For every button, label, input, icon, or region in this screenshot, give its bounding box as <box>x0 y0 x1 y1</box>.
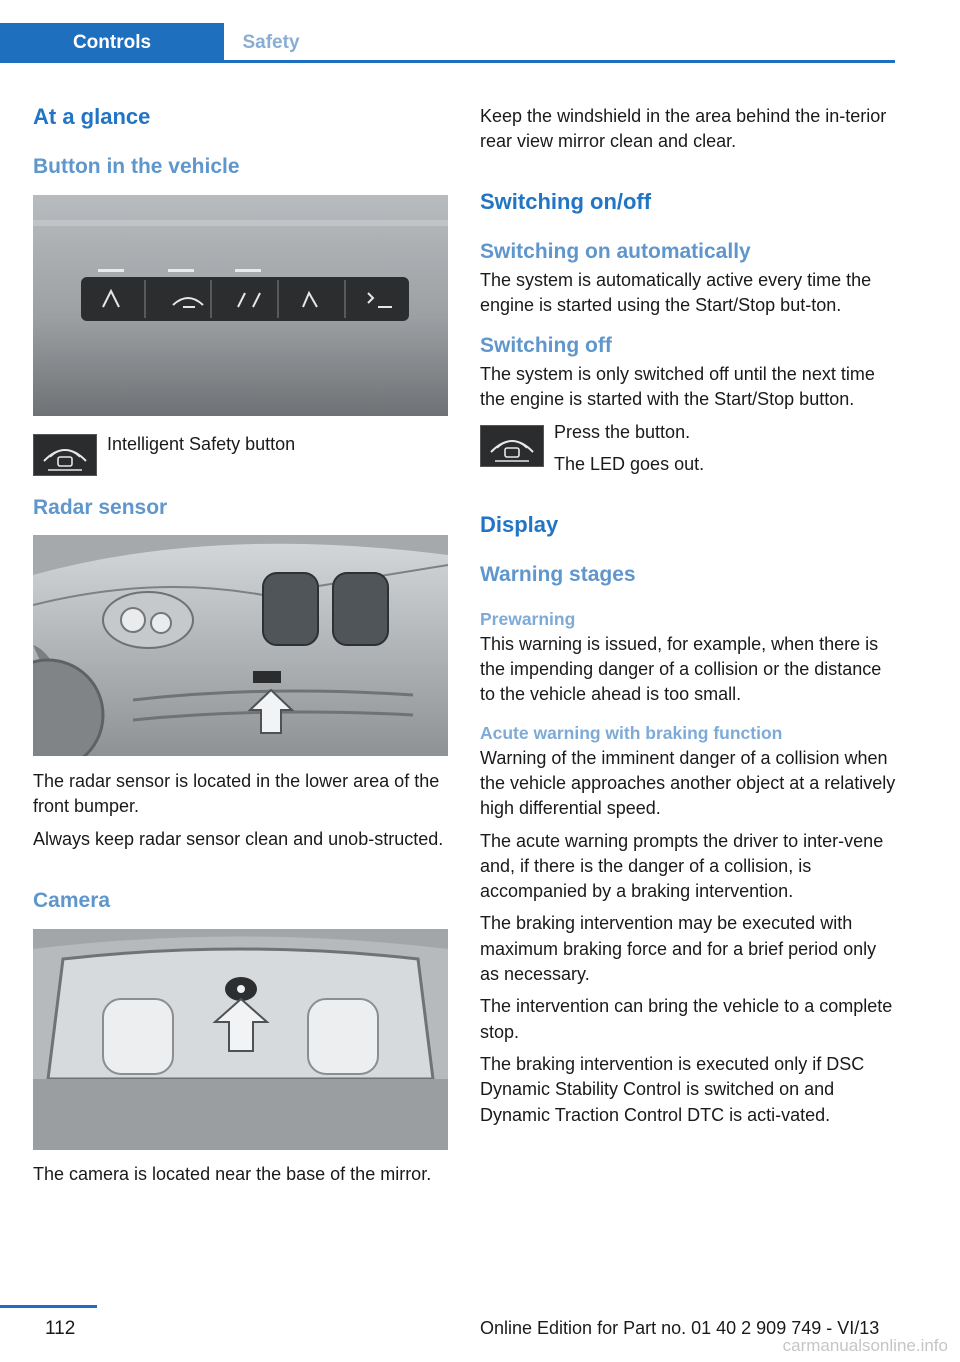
watermark: carmanualsonline.info <box>782 1336 948 1355</box>
heading-camera: Camera <box>33 888 111 912</box>
figure-camera <box>33 929 448 1150</box>
camera-text: The camera is located near the base of the mirror. <box>33 1163 432 1184</box>
heading-at-a-glance: At a glance <box>33 104 151 129</box>
heading-display: Display <box>480 511 559 537</box>
heading-switching-on-automatically: Switching on automatically <box>480 239 751 263</box>
footer-rule <box>0 1305 97 1308</box>
heading-warning-stages: Warning stages <box>480 562 636 586</box>
acute-text-4: The intervention can bring the vehicle to a complete stop. <box>480 996 893 1042</box>
acute-text-5: The braking intervention is executed only if DSC Dynamic Stability Control is switched on and Dynamic Traction Control DTC is acti-vated. <box>480 1053 865 1125</box>
edition-text: Online Edition for Part no. 01 40 2 909 749 - VI/13 <box>480 1318 880 1338</box>
tab-controls[interactable]: Controls <box>0 23 224 60</box>
figure-button-panel <box>33 195 448 416</box>
heading-switching-off: Switching off <box>480 334 612 358</box>
tab-bar-rule <box>0 60 895 63</box>
windshield-text: Keep the windshield in the area behind the in-terior rear view mirror clean and clear. <box>480 106 887 152</box>
prewarning-text: This warning is issued, for example, when there is the impending danger of a collision or the distance to the vehicle ahead is too small. <box>480 633 882 705</box>
right-column <box>480 100 896 1128</box>
heading-switching-on-off: Switching on/off <box>480 188 652 214</box>
heading-radar-sensor: Radar sensor <box>33 496 168 519</box>
figure-radar-sensor <box>33 535 448 756</box>
intelligent-safety-button-icon <box>480 425 544 467</box>
intelligent-safety-button-icon <box>33 434 97 476</box>
acute-text-3: The braking intervention may be executed with maximum braking force and for a brief period only as necessary. <box>480 913 877 985</box>
heading-button-in-vehicle: Button in the vehicle <box>33 155 240 178</box>
radar-text-1: The radar sensor is located in the lower area of the front bumper. <box>33 771 440 817</box>
acute-text-1: Warning of the imminent danger of a collision when the vehicle approaches another object at a relatively high differential speed. <box>480 747 896 819</box>
led-out-text: The LED goes out. <box>554 453 705 474</box>
auto-text: The system is automatically active every time the engine is started using the Start/Stop but-ton. <box>480 269 872 315</box>
off-text: The system is only switched off until the next time the engine is started with the Start/Stop button. <box>480 364 875 410</box>
left-column <box>33 100 448 1187</box>
button-caption: Intelligent Safety button <box>107 434 296 454</box>
acute-text-2: The acute warning prompts the driver to inter-vene and, if there is the danger of a collision, is accompanied by a braking intervention. <box>480 830 884 902</box>
radar-text-2: Always keep radar sensor clean and unob-structed. <box>33 828 444 849</box>
tab-safety[interactable]: Safety <box>242 32 300 53</box>
heading-acute-warning: Acute warning with braking function <box>480 722 783 743</box>
press-button-text: Press the button. <box>554 421 691 442</box>
heading-prewarning: Prewarning <box>480 608 576 629</box>
section-tab-bar <box>0 23 895 63</box>
page-number: 112 <box>45 1318 76 1339</box>
